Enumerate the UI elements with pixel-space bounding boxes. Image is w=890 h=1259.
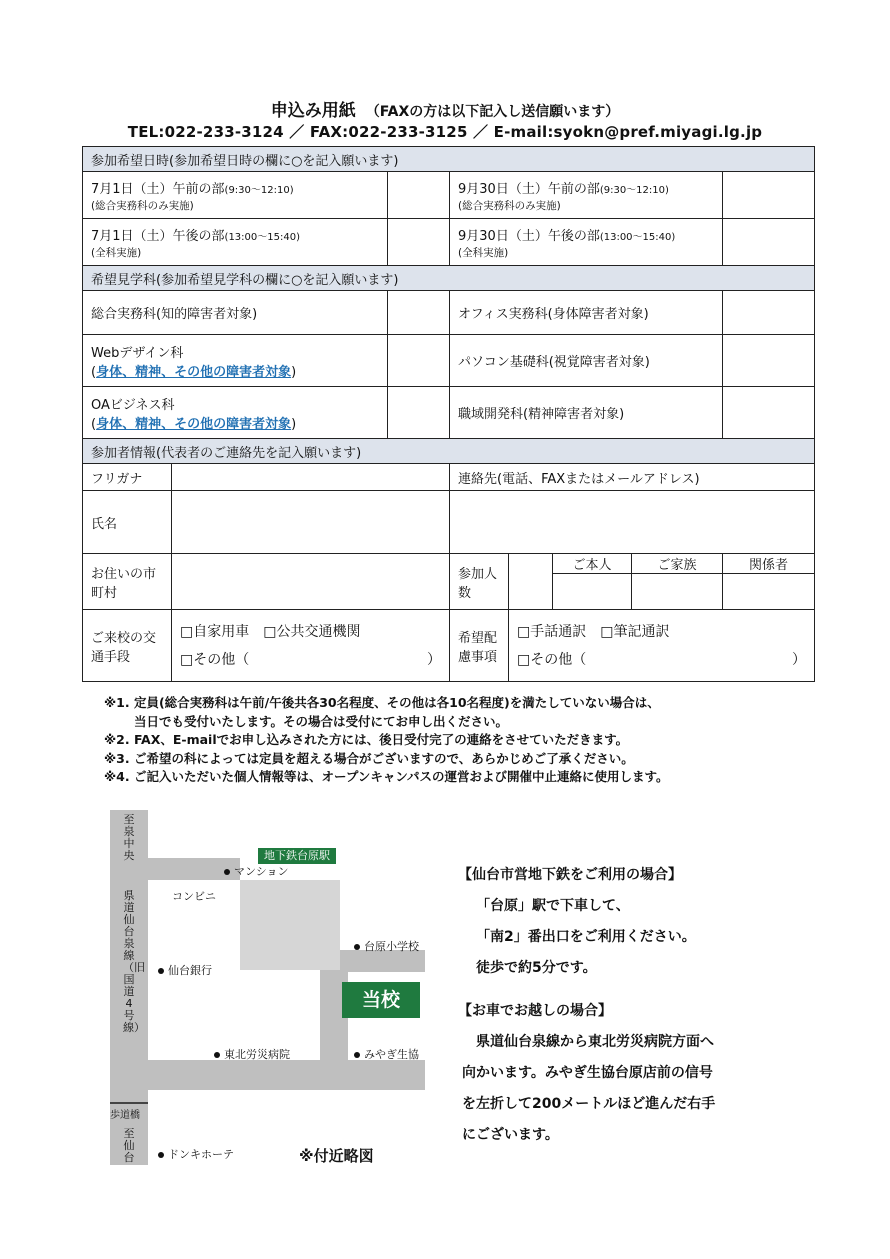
consider-option-1[interactable]: □手話通訳 □筆記通訳 xyxy=(517,623,670,640)
notes xyxy=(104,694,804,787)
date-option xyxy=(83,172,388,219)
name-input[interactable] xyxy=(172,491,450,554)
map-station: 地下鉄台原駅 xyxy=(258,848,336,864)
date-time: (9:30〜12:10) xyxy=(599,184,669,196)
section-courses-label: 希望見学科(参加希望見学科の欄に○を記入願います) xyxy=(83,266,815,291)
car-line-3: を左折して200メートルほど進んだ右手 xyxy=(462,1096,716,1112)
mansion-dot xyxy=(224,869,230,875)
count-blank xyxy=(509,554,553,610)
date-check-box[interactable] xyxy=(723,219,815,266)
transport-close-paren: ） xyxy=(427,651,441,668)
section-dates-header xyxy=(83,147,815,172)
course-check-box[interactable] xyxy=(723,335,815,387)
map-footbridge: 歩道橋 xyxy=(110,1110,140,1121)
address-input[interactable] xyxy=(172,554,450,610)
note-2: ※2. FAX、E-mailでお申し込みされた方には、後日受付完了の連絡をさせていただきます。 xyxy=(104,732,629,747)
form-subtitle: （FAXの方は以下記入し送信願います） xyxy=(365,104,620,120)
date-main: 9月30日（土）午後の部 xyxy=(458,228,600,244)
consider-close-paren: ） xyxy=(792,651,806,668)
car-line-2: 向かいます。みやぎ生協台原店前の信号 xyxy=(462,1065,713,1081)
date-row xyxy=(83,219,815,266)
note-1: ※1. 定員(総合実務科は午前/午後共各30名程度、その他は各10名程度)を満たしていない場合は、 xyxy=(104,695,660,710)
date-option xyxy=(83,219,388,266)
date-check-box[interactable] xyxy=(388,172,450,219)
consider-label: 希望配慮事項 xyxy=(450,610,509,682)
date-row xyxy=(83,172,815,219)
date-main: 7月1日（土）午後の部 xyxy=(91,228,225,244)
transport-option-1[interactable]: □自家用車 □公共交通機関 xyxy=(180,623,361,640)
transport-label: ご来校の交通手段 xyxy=(83,610,172,682)
count-family-label: ご家族 xyxy=(632,554,723,574)
consider-other-text: □その他（ xyxy=(517,651,587,668)
transport-option-other[interactable] xyxy=(180,646,441,674)
section-participant-header xyxy=(83,439,815,464)
note-3: ※3. ご希望の科によっては定員を超える場合がございますので、あらかじめご了承ください。 xyxy=(104,750,634,766)
map-coop xyxy=(354,1046,419,1062)
date-option xyxy=(450,219,723,266)
elem-text: 台原小学校 xyxy=(364,940,419,953)
access-info xyxy=(458,860,792,1151)
paren-open: ( xyxy=(91,416,97,432)
bank-text: 仙台銀行 xyxy=(168,964,212,977)
count-related-input[interactable] xyxy=(723,574,815,610)
elem-dot xyxy=(354,944,360,950)
name-label: 氏名 xyxy=(83,491,172,554)
course-check-box[interactable] xyxy=(388,387,450,439)
car-line-1: 県道仙台泉線から東北労災病院方面へ xyxy=(476,1034,714,1050)
date-time: (13:00〜15:40) xyxy=(224,231,300,243)
car-heading: 【お車でお越しの場合】 xyxy=(458,1003,612,1019)
transport-row xyxy=(83,610,815,682)
hospital-dot xyxy=(214,1052,220,1058)
date-main: 7月1日（土）午前の部 xyxy=(91,181,225,197)
coop-text: みやぎ生協 xyxy=(364,1048,419,1061)
note-1-cont: 当日でも受付いたします。その場合は受付にてお申し出ください。 xyxy=(134,713,509,729)
date-time: (13:00〜15:40) xyxy=(599,231,676,243)
map-elem-school xyxy=(354,938,419,954)
date-note: (全科実施) xyxy=(458,246,509,259)
section-participant-label: 参加者情報(代表者のご連絡先を記入願います) xyxy=(83,439,815,464)
consider-option-other[interactable] xyxy=(517,646,806,674)
course-target: 身体、精神、その他の障害者対象 xyxy=(96,416,292,432)
course-row xyxy=(83,335,815,387)
course-check-box[interactable] xyxy=(723,291,815,335)
course-option xyxy=(83,387,388,439)
car-line-4: にございます。 xyxy=(462,1127,559,1143)
contact-label: 連絡先(電話、FAXまたはメールアドレス) xyxy=(450,464,815,491)
count-related-label: 関係者 xyxy=(723,554,815,574)
subway-line-3: 徒歩で約5分です。 xyxy=(476,960,597,976)
form-title-text: 申込み用紙 xyxy=(270,101,356,121)
area-map xyxy=(110,810,440,1170)
form-title xyxy=(0,96,890,121)
course-target: 身体、精神、その他の障害者対象 xyxy=(96,364,292,380)
subway-heading: 【仙台市営地下鉄をご利用の場合】 xyxy=(458,867,682,883)
donki-text: ドンキホーテ xyxy=(168,1148,234,1161)
date-note: (全科実施) xyxy=(91,246,142,259)
date-time: (9:30〜12:10) xyxy=(224,184,294,196)
date-note: (総合実務科のみ実施) xyxy=(458,199,561,212)
name-row xyxy=(83,491,815,554)
furigana-row xyxy=(83,464,815,491)
date-check-box[interactable] xyxy=(723,172,815,219)
map-caption: ※付近略図 xyxy=(299,1147,374,1165)
footbridge-line xyxy=(110,1102,148,1104)
access-spacer xyxy=(462,984,792,996)
date-main: 9月30日（土）午前の部 xyxy=(458,181,600,197)
map-donki xyxy=(158,1146,234,1162)
bank-dot xyxy=(158,968,164,974)
map-hospital xyxy=(214,1046,290,1062)
course-option: 職域開発科(精神障害者対象) xyxy=(450,387,723,439)
subway-line-1: 「台原」駅で下車して、 xyxy=(476,898,630,914)
course-check-box[interactable] xyxy=(388,335,450,387)
mansion-text: マンション xyxy=(234,865,289,878)
consider-options[interactable] xyxy=(509,610,815,682)
count-self-input[interactable] xyxy=(553,574,632,610)
course-option: オフィス実務科(身体障害者対象) xyxy=(450,291,723,335)
furigana-label: フリガナ xyxy=(83,464,172,491)
subway-line-2: 「南2」番出口をご利用ください。 xyxy=(476,929,696,945)
map-bank xyxy=(158,962,212,978)
transport-options[interactable] xyxy=(172,610,450,682)
transport-other-text: □その他（ xyxy=(180,651,250,668)
road-bottom xyxy=(110,1060,425,1090)
map-to-izumi: 至泉中央 xyxy=(123,813,135,862)
coop-dot xyxy=(354,1052,360,1058)
course-row xyxy=(83,291,815,335)
address-row xyxy=(83,554,815,574)
course-name: OAビジネス科 xyxy=(91,397,175,413)
furigana-input[interactable] xyxy=(172,464,450,491)
map-mansion xyxy=(224,863,289,879)
address-label: お住いの市町村 xyxy=(83,554,172,610)
course-check-box[interactable] xyxy=(723,387,815,439)
count-label: 参加人数 xyxy=(450,554,509,610)
map-prefroad: 県道仙台泉線（旧国道4号線） xyxy=(123,889,145,1034)
block-station xyxy=(240,880,340,970)
section-dates-label: 参加希望日時(参加希望日時の欄に○を記入願います) xyxy=(83,147,815,172)
course-option xyxy=(83,335,388,387)
map-our-school: 当校 xyxy=(342,982,420,1018)
hospital-text: 東北労災病院 xyxy=(224,1048,290,1061)
count-self-label: ご本人 xyxy=(553,554,632,574)
date-option xyxy=(450,172,723,219)
course-row xyxy=(83,387,815,439)
date-check-box[interactable] xyxy=(388,219,450,266)
date-note: (総合実務科のみ実施) xyxy=(91,199,194,212)
course-option: 総合実務科(知的障害者対象) xyxy=(83,291,388,335)
map-konbini: コンビニ xyxy=(172,890,216,903)
application-form xyxy=(82,146,815,682)
contact-input[interactable] xyxy=(450,491,815,554)
course-name: Webデザイン科 xyxy=(91,345,184,361)
count-family-input[interactable] xyxy=(632,574,723,610)
course-option: パソコン基礎科(視覚障害者対象) xyxy=(450,335,723,387)
section-courses-header xyxy=(83,266,815,291)
paren-open: ( xyxy=(91,364,97,380)
course-check-box[interactable] xyxy=(388,291,450,335)
paren-close: ) xyxy=(291,416,297,432)
contact-line: TEL:022-233-3124 ／ FAX:022-233-3125 ／ E-mail:syokn@pref.miyagi.lg.jp xyxy=(127,123,763,141)
donki-dot xyxy=(158,1152,164,1158)
paren-close: ) xyxy=(291,364,297,380)
map-to-sendai: 至仙台 xyxy=(123,1127,135,1164)
note-4: ※4. ご記入いただいた個人情報等は、オープンキャンパスの運営および開催中止連絡に使用します。 xyxy=(104,769,669,784)
